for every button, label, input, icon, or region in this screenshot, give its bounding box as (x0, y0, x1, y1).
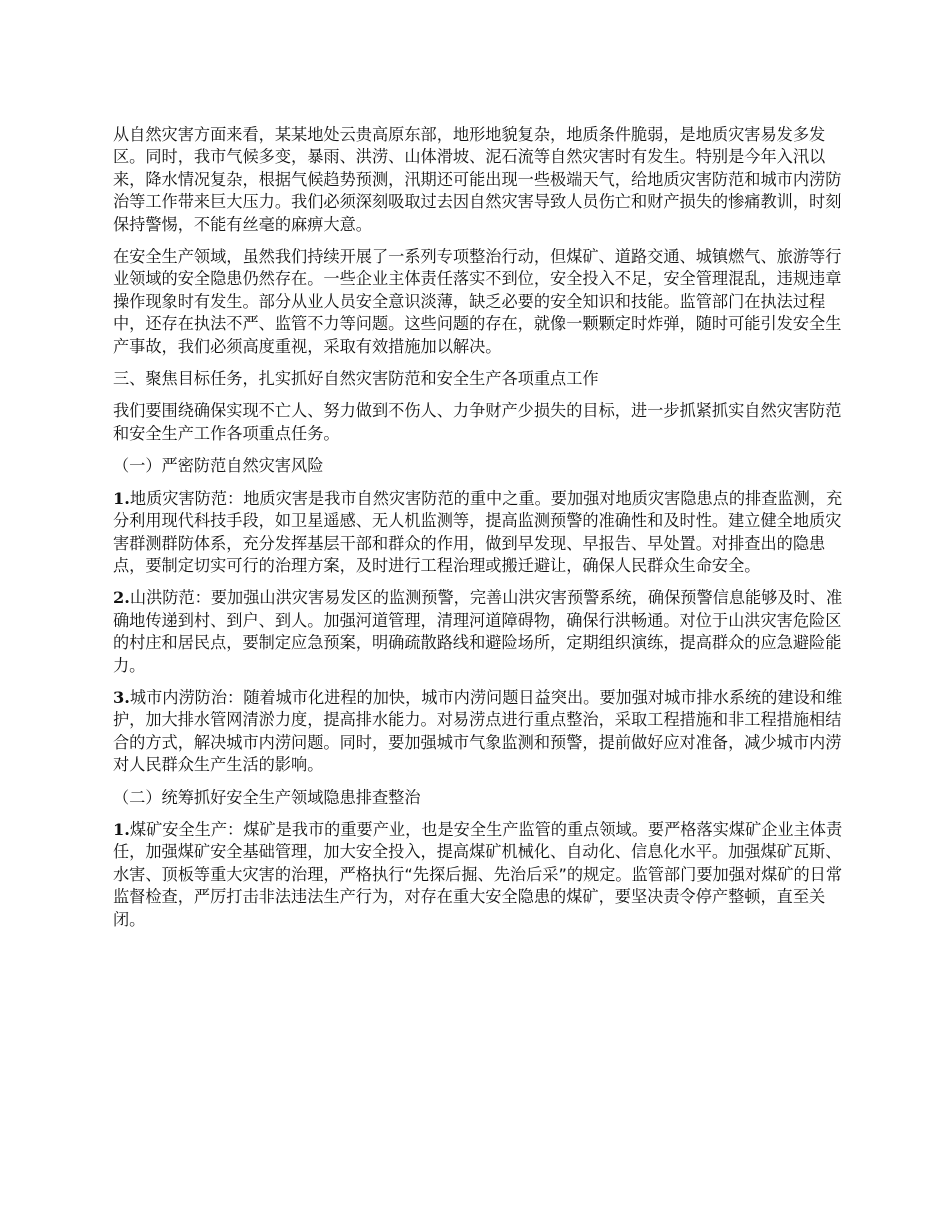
document-page (113, 124, 857, 941)
item-number: 1. (113, 488, 130, 508)
item-number: 1. (113, 819, 130, 839)
paragraph-safety-production-overview: 在安全生产领域，虽然我们持续开展了一系列专项整治行动，但煤矿、道路交通、城镇燃气、旅游等行业领域的安全隐患仍然存在。一些企业主体责任落实不到位，安全投入不足，安全管理混乱，违规违章操作现象时有发生。部分从业人员安全意识淡薄，缺乏必要的安全知识和技能。监管部门在执法过程中，还存在执法不严、监管不力等问题。这些问题的存在，就像一颗颗定时炸弹，随时可能引发安全生产事故，我们必须高度重视，采取有效措施加以解决。 (113, 247, 842, 356)
list-item-flash-flood (113, 587, 857, 677)
subsection-heading-one: （一）严密防范自然灾害风险 (113, 456, 324, 476)
item-text: 城市内涝防治：随着城市化进程的加快，城市内涝问题日益突出。要加强对城市排水系统的建设和维护，加大排水管网清淤力度，提高排水能力。对易涝点进行重点整治，采取工程措施和非工程措施相结合的方式，解决城市内涝问题。同时，要加强城市气象监测和预警，提前做好应对准备，减少城市内涝对人民群众生产生活的影响。 (113, 687, 843, 775)
item-number: 2. (113, 588, 130, 608)
list-item-coal-mine-safety (113, 819, 857, 931)
list-item-urban-waterlogging (113, 687, 857, 777)
paragraph-natural-disaster-overview: 从自然灾害方面来看，某某地处云贵高原东部，地形地貌复杂，地质条件脆弱，是地质灾害易发多发区。同时，我市气候多变，暴雨、洪涝、山体滑坡、泥石流等自然灾害时有发生。特别是今年入汛以来，降水情况复杂，根据气候趋势预测，汛期还可能出现一些极端天气，给地质灾害防范和城市内涝防治等工作带来巨大压力。我们必须深刻吸取过去因自然灾害导致人员伤亡和财产损失的惨痛教训，时刻保持警惕，不能有丝毫的麻痹大意。 (113, 125, 842, 234)
item-text: 煤矿安全生产：煤矿是我市的重要产业，也是安全生产监管的重点领域。要严格落实煤矿企业主体责任，加强煤矿安全基础管理，加大安全投入，提高煤矿机械化、自动化、信息化水平。加强煤矿瓦斯、水害、顶板等重大灾害的治理，严格执行“先探后掘、先治后采”的规定。监管部门要加强对煤矿的日常监督检查，严厉打击非法违法生产行为，对存在重大安全隐患的煤矿，要坚决责令停产整顿，直至关闭。 (113, 819, 843, 929)
subsection-heading-two: （二）统筹抓好安全生产领域隐患排查整治 (113, 787, 421, 807)
item-text: 地质灾害防范：地质灾害是我市自然灾害防范的重中之重。要加强对地质灾害隐患点的排查监测，充分利用现代科技手段，如卫星遥感、无人机监测等，提高监测预警的准确性和及时性。建立健全地质灾害群测群防体系，充分发挥基层干部和群众的作用，做到早发现、早报告、早处置。对排查出的隐患点，要制定切实可行的治理方案，及时进行工程治理或搬迁避让，确保人民群众生命安全。 (113, 488, 843, 575)
list-item-geological-disaster (113, 488, 857, 578)
paragraph-target-tasks: 我们要围绕确保实现不亡人、努力做到不伤人、力争财产少损失的目标，进一步抓紧抓实自然灾害防范和安全生产工作各项重点任务。 (113, 401, 842, 443)
section-heading-three: 三、聚焦目标任务，扎实抓好自然灾害防范和安全生产各项重点工作 (113, 369, 599, 389)
item-text: 山洪防范：要加强山洪灾害易发区的监测预警，完善山洪灾害预警系统，确保预警信息能够及时、准确地传递到村、到户、到人。加强河道管理，清理河道障碍物，确保行洪畅通。对位于山洪灾害危险区的村庄和居民点，要制定应急预案，明确疏散路线和避险场所，定期组织演练，提高群众的应急避险能力。 (113, 588, 843, 675)
item-number: 3. (113, 687, 130, 707)
